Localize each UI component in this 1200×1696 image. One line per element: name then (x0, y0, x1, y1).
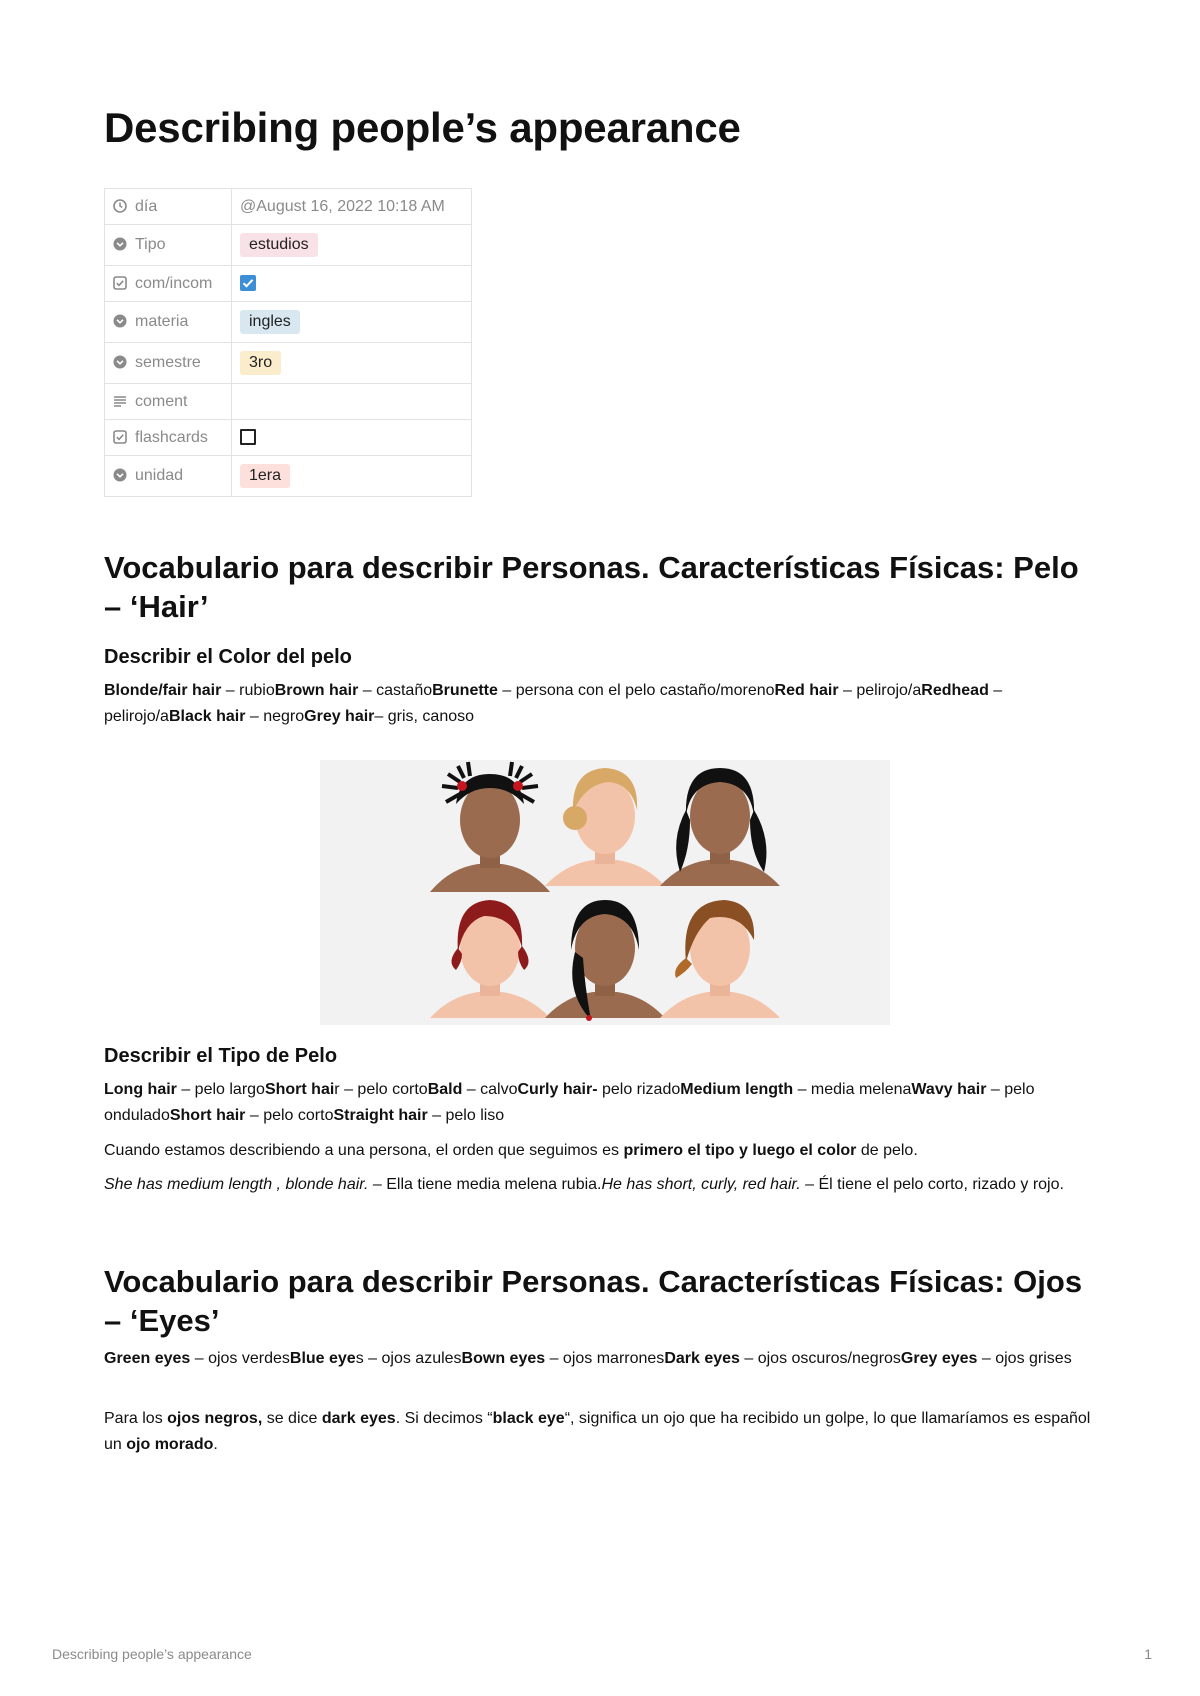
property-name-cell (105, 343, 232, 384)
section-heading-hair: Vocabulario para describir Personas. Características Físicas: Pelo – ‘Hair’ (104, 550, 1079, 624)
text-run: – media melena (793, 1081, 912, 1098)
order-paragraph (104, 1138, 1104, 1164)
select-tag[interactable]: ingles (240, 310, 300, 334)
property-name: coment (135, 392, 188, 410)
section-heading-eyes: Vocabulario para describir Personas. Características Físicas: Ojos – ‘Eyes’ (104, 1264, 1083, 1338)
bold-term: Brown hair (274, 682, 359, 699)
italic-example: She has medium length , blonde hair. (104, 1176, 369, 1193)
bold-term: ojo morado (126, 1436, 214, 1453)
property-name: Tipo (135, 236, 166, 253)
text-run: se dice (262, 1410, 322, 1427)
select-icon (113, 467, 135, 484)
footer-title: Describing people’s appearance (52, 1646, 252, 1662)
text-run: – Él tiene el pelo corto, rizado y rojo. (800, 1176, 1064, 1193)
text-icon (113, 393, 135, 410)
property-value-cell[interactable] (232, 420, 472, 456)
property-name-cell (105, 225, 232, 266)
property-value-cell[interactable] (232, 456, 472, 497)
bold-term: Curly hair- (517, 1081, 598, 1098)
property-name: día (135, 197, 158, 215)
bold-term: Dark eyes (664, 1350, 740, 1367)
text-run: – rubio (221, 682, 275, 699)
subheading-hair-type: Describir el Tipo de Pelo (104, 1045, 338, 1067)
text-run: – castaño (358, 682, 433, 699)
text-run: s – ojos azules (355, 1350, 462, 1367)
text-run: . Si decimos “ (395, 1410, 493, 1427)
property-name: materia (135, 313, 189, 330)
hairstyles-drawing (320, 760, 890, 1025)
text-run: – pelo ondulado (104, 1081, 1035, 1124)
bold-term: Straight hair (333, 1107, 428, 1124)
text-run: – ojos oscuros/negros (739, 1350, 901, 1367)
text-run: “, significa un ojo que ha recibido un golpe, lo que llamaríamos es español un (104, 1410, 1091, 1453)
bold-term: Grey eyes (900, 1350, 978, 1367)
property-row[interactable] (105, 456, 472, 497)
property-value-cell[interactable] (232, 302, 472, 343)
text-run: – ojos marrones (545, 1350, 665, 1367)
bold-term: Medium length (680, 1081, 794, 1098)
bold-term: Green eyes (104, 1350, 191, 1367)
property-row[interactable] (105, 189, 472, 225)
bold-term: primero el tipo y luego el color (623, 1142, 857, 1159)
property-name-cell (105, 456, 232, 497)
clock-icon (113, 198, 135, 215)
text-run: . (213, 1436, 218, 1453)
bold-term: Blue eye (289, 1350, 356, 1367)
text-run: – pelirojo/a (838, 682, 922, 699)
face-3 (660, 768, 780, 886)
property-row[interactable] (105, 420, 472, 456)
bold-term: Short hai (264, 1081, 335, 1098)
text-run: – calvo (462, 1081, 518, 1098)
hair-type-paragraph (104, 1077, 1104, 1129)
text-run: – persona con el pelo castaño/moreno (497, 682, 775, 699)
example-paragraph (104, 1172, 1104, 1198)
property-name: semestre (135, 354, 201, 371)
property-row[interactable] (105, 343, 472, 384)
bold-term: dark eyes (321, 1410, 396, 1427)
bold-term: Redhead (921, 682, 989, 699)
bold-term: Bown eyes (461, 1350, 546, 1367)
property-value-cell[interactable] (232, 266, 472, 302)
text-run: r – pelo corto (334, 1081, 428, 1098)
checkbox-prop-icon (113, 275, 135, 292)
text-run: – gris, canoso (374, 708, 475, 725)
hair-color-paragraph (104, 678, 1104, 730)
property-value-cell[interactable] (232, 189, 472, 225)
text-run: – pelo largo (176, 1081, 265, 1098)
property-name-cell (105, 266, 232, 302)
face-2 (545, 768, 665, 886)
bold-term: Blonde/fair hair (104, 682, 222, 699)
bold-term: Grey hair (304, 708, 375, 725)
text-run: – pelo liso (427, 1107, 505, 1124)
property-row[interactable] (105, 384, 472, 420)
bold-term: Red hair (774, 682, 839, 699)
property-value-cell[interactable] (232, 225, 472, 266)
property-value-cell[interactable] (232, 384, 472, 420)
property-name: flashcards (135, 428, 208, 446)
bold-term: Black hair (168, 708, 246, 725)
face-4 (430, 900, 550, 1018)
page-number: 1 (1144, 1646, 1152, 1662)
select-icon (113, 354, 135, 371)
unchecked-checkbox[interactable] (240, 429, 256, 445)
property-name-cell (105, 302, 232, 343)
italic-example: He has short, curly, red hair. (601, 1176, 801, 1193)
date-value[interactable]: @August 16, 2022 10:18 AM (240, 197, 445, 215)
bold-term: Wavy hair (911, 1081, 987, 1098)
page-title: Describing people’s appearance (104, 104, 741, 151)
text-run: – pelirojo/a (104, 682, 1003, 725)
property-name: com/incom (135, 274, 213, 292)
bold-term: Short hair (169, 1107, 246, 1124)
properties-table (104, 188, 472, 497)
property-value-cell[interactable] (232, 343, 472, 384)
property-name-cell (105, 420, 232, 456)
bold-term: Brunette (432, 682, 498, 699)
face-1 (430, 762, 550, 892)
text-run: – pelo corto (245, 1107, 334, 1124)
text-run: – ojos verdes (190, 1350, 290, 1367)
property-name: unidad (135, 467, 184, 484)
black-eye-paragraph (104, 1406, 1104, 1458)
text-run: – Ella tiene media melena rubia. (368, 1176, 602, 1193)
bold-term: Bald (427, 1081, 463, 1098)
bold-term: ojos negros, (167, 1410, 263, 1427)
select-tag[interactable]: estudios (240, 233, 318, 257)
hairstyles-illustration (320, 760, 890, 1025)
property-name-cell (105, 384, 232, 420)
text-run: – negro (245, 708, 305, 725)
select-icon (113, 236, 135, 253)
face-5 (545, 900, 665, 1021)
select-tag[interactable]: 3ro (240, 351, 281, 375)
text-run: Cuando estamos describiendo a una persona, el orden que seguimos es (104, 1142, 624, 1159)
select-icon (113, 313, 135, 330)
eyes-paragraph (104, 1346, 1104, 1372)
property-row[interactable] (105, 302, 472, 343)
property-row[interactable] (105, 266, 472, 302)
select-tag[interactable]: 1era (240, 464, 290, 488)
text-run: Para los (104, 1410, 168, 1427)
text-run: de pelo. (856, 1142, 918, 1159)
property-row[interactable] (105, 225, 472, 266)
checkbox-prop-icon (113, 429, 135, 446)
face-6 (660, 900, 780, 1018)
bold-term: black eye (492, 1410, 565, 1427)
text-run: – ojos grises (977, 1350, 1072, 1367)
checked-checkbox[interactable] (240, 275, 256, 291)
subheading-hair-color: Describir el Color del pelo (104, 646, 352, 668)
bold-term: Long hair (104, 1081, 177, 1098)
text-run: pelo rizado (597, 1081, 681, 1098)
property-name-cell (105, 189, 232, 225)
